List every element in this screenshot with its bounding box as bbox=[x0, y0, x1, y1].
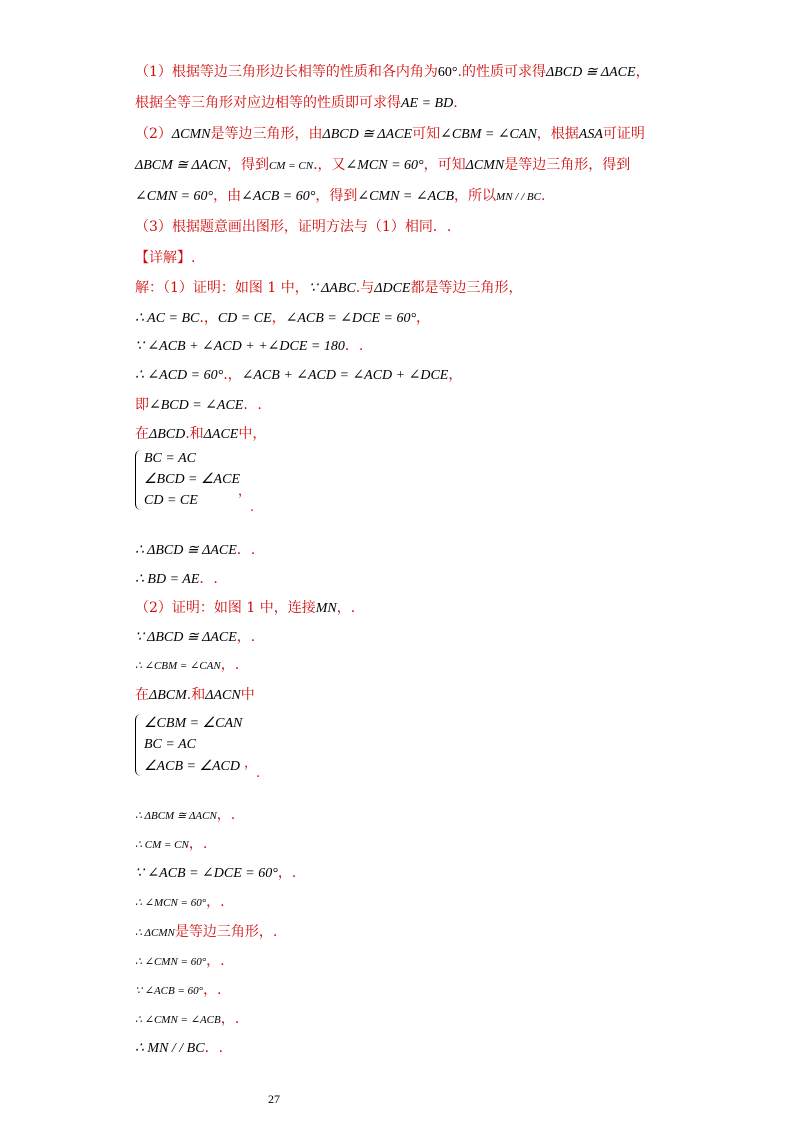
math: ∠CBM = ∠CAN bbox=[440, 127, 537, 142]
text: .， bbox=[223, 367, 242, 383]
system-row: ∠ACB = ∠ACD bbox=[144, 759, 240, 774]
math: CD = CE bbox=[217, 311, 272, 326]
system-row: BC = AC bbox=[144, 451, 196, 466]
text: （3）根据题意画出图形，证明方法与（1）相同．. bbox=[135, 219, 452, 235]
text: ，. bbox=[277, 865, 297, 881]
solution-line-21 bbox=[135, 1038, 223, 1059]
dot-mark: . bbox=[250, 500, 255, 515]
solution-line-13 bbox=[135, 805, 235, 826]
math: ∴ ΔBCD ≅ ΔACE bbox=[135, 543, 237, 558]
math: ∴ ∠ACD = 60° bbox=[135, 368, 224, 383]
math: ∠CMN = ∠ACB bbox=[357, 189, 455, 204]
text: 中 bbox=[240, 687, 255, 703]
solution-line-16 bbox=[135, 892, 225, 913]
analysis-line-4 bbox=[135, 155, 630, 176]
solution-line-18 bbox=[135, 951, 225, 972]
math: ∵ ΔBCD ≅ ΔACE bbox=[135, 630, 237, 645]
solution-line-2 bbox=[135, 308, 430, 329]
analysis-line-1 bbox=[135, 62, 650, 83]
analysis-line-3 bbox=[135, 124, 645, 145]
math: ∵ ΔABC bbox=[308, 281, 356, 296]
text: 解：（1）证明：如图 1 中， bbox=[135, 280, 309, 296]
solution-line-20 bbox=[135, 1009, 239, 1030]
math: ∴ AC = BC bbox=[135, 311, 200, 326]
text: ， bbox=[416, 310, 431, 326]
math: ∴ CM = CN bbox=[135, 839, 189, 851]
math: ∠ACB = 60° bbox=[241, 189, 316, 204]
text: . bbox=[453, 95, 458, 111]
text: .的性质可求得 bbox=[457, 64, 546, 80]
math: CM = CN bbox=[268, 160, 314, 172]
math: ∠CMN = 60° bbox=[135, 189, 214, 204]
analysis-line-2 bbox=[135, 93, 458, 114]
solution-line-19 bbox=[135, 980, 222, 1001]
math: ΔBCM ≅ ΔACN bbox=[135, 158, 227, 173]
system-row: BC = AC bbox=[144, 737, 196, 752]
text: ，可知 bbox=[423, 157, 466, 173]
text: .， bbox=[199, 310, 218, 326]
text: ，根据 bbox=[536, 126, 579, 142]
text: 中， bbox=[238, 426, 267, 442]
math: ∴ ∠CMN = ∠ACB bbox=[135, 1014, 221, 1026]
text: ，得到 bbox=[226, 157, 269, 173]
text: 是等边三角形，由 bbox=[210, 126, 323, 142]
solution-line-8 bbox=[135, 569, 218, 590]
math: ΔDCE bbox=[374, 281, 411, 296]
math: AE = BD bbox=[401, 96, 454, 111]
text: 是等边三角形，得到 bbox=[504, 157, 631, 173]
math: ΔACN bbox=[205, 688, 241, 703]
text: ，. bbox=[206, 894, 225, 910]
system-row: CD = CE bbox=[144, 493, 198, 508]
math: ASA bbox=[578, 127, 603, 142]
math: ∴ ∠CMN = 60° bbox=[135, 956, 207, 968]
text: 都是等边三角形， bbox=[410, 280, 523, 296]
solution-line-7 bbox=[135, 540, 255, 561]
text: （1）根据等边三角形边长相等的性质和各内角为 bbox=[135, 64, 438, 80]
math: ∴ MN / / BC bbox=[135, 1041, 205, 1056]
text: ，. bbox=[336, 600, 356, 616]
math: ΔCMN bbox=[465, 158, 505, 173]
text: 在 bbox=[135, 687, 149, 703]
solution-line-11 bbox=[135, 655, 239, 676]
math: ∴ ΔCMN bbox=[135, 927, 175, 939]
text: ．. bbox=[344, 338, 364, 354]
text: ， bbox=[448, 367, 463, 383]
left-brace bbox=[135, 450, 142, 510]
text: ，. bbox=[206, 953, 225, 969]
text: ，. bbox=[188, 836, 208, 852]
text: ，得到 bbox=[315, 188, 358, 204]
solution-line-3 bbox=[135, 336, 363, 357]
solution-line-17 bbox=[135, 922, 277, 943]
solution-line-15 bbox=[135, 863, 296, 884]
comma-mark: ， bbox=[238, 484, 252, 499]
math: ∵ ∠ACB = 60° bbox=[135, 985, 204, 997]
text: 在 bbox=[135, 426, 149, 442]
math: ΔBCM bbox=[149, 688, 187, 703]
text: ，. bbox=[220, 1011, 240, 1027]
math: ΔBCD ≅ ΔACE bbox=[322, 127, 413, 142]
math: ∴ BD = AE bbox=[135, 572, 200, 587]
math: ΔCMN bbox=[171, 127, 211, 142]
text: 即 bbox=[135, 397, 149, 413]
solution-line-5 bbox=[135, 395, 262, 416]
system-row: ∠CBM = ∠CAN bbox=[144, 716, 243, 731]
math: 60° bbox=[437, 65, 458, 80]
text: ．. bbox=[199, 571, 218, 587]
solution-line-14 bbox=[135, 834, 207, 855]
analysis-line-6 bbox=[135, 217, 451, 237]
text: . bbox=[540, 188, 546, 204]
text: 根据全等三角形对应边相等的性质即可求得 bbox=[135, 95, 401, 111]
text: .，又 bbox=[313, 157, 346, 173]
text: ， bbox=[635, 64, 650, 80]
text: （2） bbox=[135, 126, 172, 142]
math: ∠ACB = ∠DCE = 60° bbox=[285, 311, 417, 326]
solution-line-9 bbox=[135, 598, 355, 619]
solution-line-12 bbox=[135, 685, 255, 706]
text: .和 bbox=[185, 426, 204, 442]
math: ∵ ∠ACB = ∠DCE = 60° bbox=[135, 866, 278, 881]
dot-mark: . bbox=[256, 766, 261, 781]
math: ∵ ∠ACB + ∠ACD + +∠DCE = 180 bbox=[135, 339, 345, 354]
detail-heading bbox=[135, 248, 195, 268]
solution-line-1 bbox=[135, 278, 522, 299]
text: 可证明 bbox=[602, 126, 645, 142]
text: ．. bbox=[204, 1040, 224, 1056]
system-row: ∠BCD = ∠ACE bbox=[144, 472, 240, 487]
text: ， bbox=[271, 310, 286, 326]
left-brace bbox=[135, 714, 142, 776]
text: ．. bbox=[243, 397, 262, 413]
solution-line-6 bbox=[135, 424, 266, 445]
math: MN bbox=[315, 601, 337, 616]
solution-line-4 bbox=[135, 365, 462, 386]
math: MN / / BC bbox=[496, 191, 541, 203]
page-number: 27 bbox=[268, 1092, 280, 1106]
text: （2）证明：如图 1 中，连接 bbox=[135, 600, 316, 616]
text: 可知 bbox=[412, 126, 441, 142]
comma-mark: ， bbox=[244, 756, 258, 771]
math: ∴ ∠MCN = 60° bbox=[135, 897, 207, 909]
text: ．. bbox=[236, 542, 256, 558]
text: 【详解】. bbox=[135, 250, 196, 266]
math: ΔBCD ≅ ΔACE bbox=[545, 65, 636, 80]
math: ∴ ∠CBM = ∠CAN bbox=[135, 660, 221, 672]
text: .和 bbox=[186, 687, 206, 703]
text: ，. bbox=[216, 807, 236, 823]
math: ∠MCN = 60° bbox=[345, 158, 424, 173]
text: 是等边三角形，. bbox=[174, 924, 278, 940]
text: ，. bbox=[203, 982, 222, 998]
text: ，由 bbox=[213, 188, 242, 204]
text: .与 bbox=[355, 280, 375, 296]
math: ∴ ΔBCM ≅ ΔACN bbox=[135, 810, 217, 822]
text: ，. bbox=[236, 629, 256, 645]
math: ΔBCD bbox=[149, 427, 186, 442]
analysis-line-5 bbox=[135, 186, 545, 207]
text: ，所以 bbox=[454, 188, 497, 204]
math: ∠BCD = ∠ACE bbox=[149, 398, 244, 413]
text: ，. bbox=[220, 657, 240, 673]
math: ∠ACB + ∠ACD = ∠ACD + ∠DCE bbox=[241, 368, 449, 383]
math: ΔACE bbox=[203, 427, 239, 442]
solution-line-10 bbox=[135, 627, 255, 648]
